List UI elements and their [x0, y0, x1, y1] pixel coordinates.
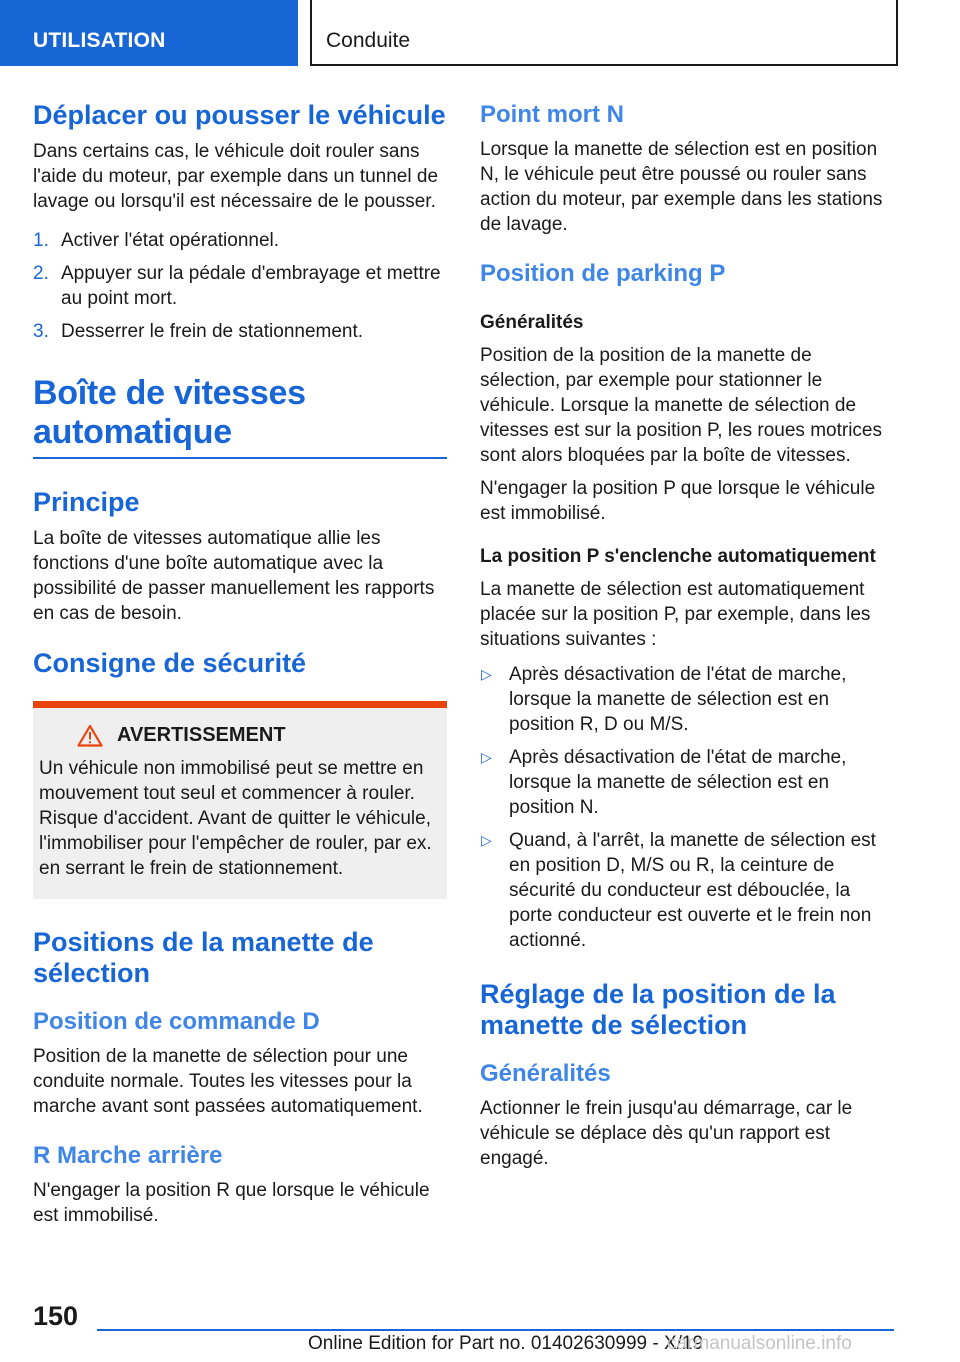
section-tab-label: UTILISATION — [33, 29, 166, 52]
chapter-label: Conduite — [326, 29, 411, 52]
auto-park-text: La manette de sélection est automatiquement placée sur la position P, par exemple, dans les situations suivantes : — [480, 579, 871, 650]
step-number: 2. — [33, 263, 49, 284]
triangle-right-icon: ▷ — [481, 749, 492, 765]
step-text: Appuyer sur la pédale d'embrayage et mettre au point mort. — [61, 263, 441, 309]
left-column — [33, 100, 447, 1228]
position-d-text: Position de la manette de sélection pour une conduite normale. Toutes les vitesses pour la marche avant sont passées automatiquement. — [33, 1046, 423, 1117]
parking-heading: Position de parking P — [480, 260, 726, 287]
list-item — [480, 745, 896, 820]
position-r-heading: R Marche arrière — [33, 1142, 223, 1169]
move-vehicle-heading: Déplacer ou pousser le véhicule — [33, 100, 446, 130]
position-d-heading: Position de commande D — [33, 1008, 320, 1035]
step-number: 3. — [33, 321, 49, 342]
position-r-text: N'engager la position R que lorsque le véhicule est immobilisé. — [33, 1180, 430, 1226]
situations-list — [480, 662, 896, 953]
warning-triangle-icon — [77, 724, 103, 747]
general-subheading: Généralités — [480, 312, 584, 333]
neutral-text: Lorsque la manette de sélection est en position N, le véhicule peut être poussé ou rouler sans action du moteur, par exemple dans les stations de lavage. — [480, 139, 883, 235]
step-text: Activer l'état opérationnel. — [61, 230, 280, 251]
move-vehicle-text: Dans certains cas, le véhicule doit rouler sans l'aide du moteur, par exemple dans un tunnel de lavage ou lorsqu'il est nécessaire de le pousser. — [33, 141, 439, 212]
list-item — [33, 319, 447, 344]
warning-label: AVERTISSEMENT — [117, 724, 286, 746]
chapter-box — [310, 0, 898, 66]
neutral-heading: Point mort N — [480, 101, 624, 128]
bullet-text: Quand, à l'arrêt, la manette de sélection est en position D, M/S ou R, la ceinture de sécurité du conducteur est débouclée, la porte conducteur est ouverte et le frein non actionné. — [509, 830, 876, 951]
edition-text: Online Edition for Part no. 01402630999 - X/19 — [308, 1333, 704, 1354]
footer-divider — [97, 1329, 894, 1331]
list-item — [480, 662, 896, 737]
list-item — [33, 228, 447, 253]
general-text: Position de la position de la manette de sélection, par exemple pour stationner le véhicule. Lorsque la manette de sélection de vitesses est sur la position P, les roues motrices sont alors bloquées par la boîte de vitesses. — [480, 345, 882, 466]
right-column — [480, 100, 896, 1171]
adjust-general-heading: Généralités — [480, 1060, 611, 1087]
adjust-heading: Réglage de la position de la manette de sélection — [480, 979, 836, 1040]
bullet-text: Après désactivation de l'état de marche, lorsque la manette de sélection est en position R, D ou M/S. — [509, 664, 847, 735]
safety-heading: Consigne de sécurité — [33, 648, 307, 678]
triangle-right-icon: ▷ — [481, 666, 492, 682]
adjust-text: Actionner le frein jusqu'au démarrage, car le véhicule se déplace dès qu'un rapport est engagé. — [480, 1098, 853, 1169]
principle-heading: Principe — [33, 487, 140, 517]
list-item — [480, 828, 896, 953]
auto-park-subheading: La position P s'enclenche automatiquement — [480, 546, 876, 567]
section-tab — [0, 0, 298, 66]
warning-text: Un véhicule non immobilisé peut se mettre en mouvement tout seul et commencer à rouler. Risque d'accident. Avant de quitter le véhicule, l'immobiliser pour l'empêcher de rouler, par ex. en serrant le frein de stationnement. — [39, 758, 432, 879]
positions-heading: Positions de la manette de sélection — [33, 927, 374, 988]
principle-text: La boîte de vitesses automatique allie les fonctions d'une boîte automatique avec la possibilité de passer manuellement les rapports en cas de besoin. — [33, 528, 435, 624]
warning-box — [33, 701, 447, 899]
list-item — [33, 261, 447, 311]
steps-list — [33, 228, 447, 344]
warning-header — [77, 722, 441, 748]
page-number: 150 — [33, 1301, 79, 1331]
triangle-right-icon: ▷ — [481, 832, 492, 848]
bullet-text: Après désactivation de l'état de marche, lorsque la manette de sélection est en position N. — [509, 747, 847, 818]
step-text: Desserrer le frein de stationnement. — [61, 321, 364, 342]
page-header — [0, 0, 960, 66]
watermark: carmanualsonline.info — [667, 1333, 852, 1354]
step-number: 1. — [33, 230, 49, 251]
chapter-heading: Boîte de vitesses automatique — [33, 374, 306, 451]
parking-note: N'engager la position P que lorsque le véhicule est immobilisé. — [480, 478, 876, 524]
